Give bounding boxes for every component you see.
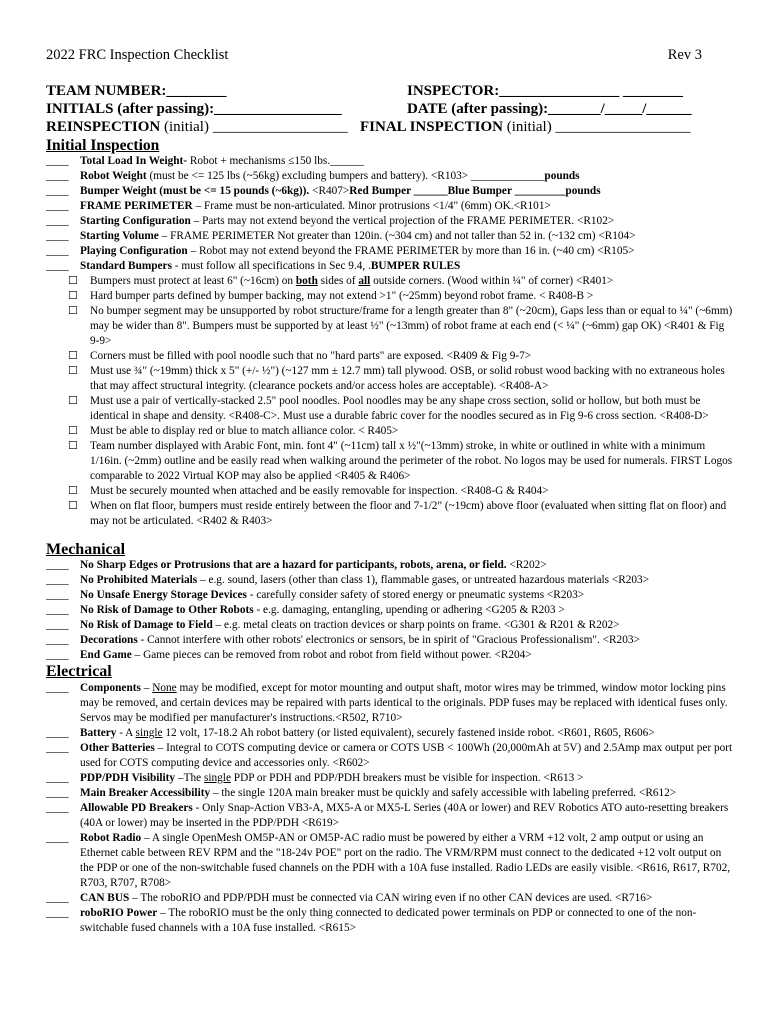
item-label: Starting Volume [80, 230, 159, 242]
item-label: Other Batteries [80, 742, 155, 754]
item-text [80, 618, 736, 633]
mechanical-list [46, 558, 736, 663]
initial-blank[interactable]: ____ [46, 559, 69, 571]
item-text [80, 891, 736, 906]
initial-item [46, 199, 736, 214]
item-description: - must follow all specifications in Sec 9.4, [171, 260, 369, 272]
electrical-item [46, 771, 736, 786]
reinspection-initial: (initial) __________________ [160, 119, 348, 135]
item-text [80, 558, 736, 573]
final-inspection-initial: (initial) __________________ [502, 119, 691, 135]
item-description: - e.g. damaging, entangling, upending or adhering <G205 & R203 > [253, 604, 565, 616]
item-label: End Game [80, 649, 132, 661]
item-text [80, 229, 736, 244]
rule-text: Corners must be filled with pool noodle such that no "hard parts" are exposed. <R409 & Fig 9-7> [90, 350, 532, 362]
bumper-rule-item [68, 364, 736, 394]
initial-blank[interactable]: ____ [46, 682, 69, 694]
electrical-item [46, 741, 736, 771]
rule-text: Must use a pair of vertically-stacked 2.5" pool noodles. Pool noodles may be any shape cross section, solid or hollow, but both must be identical in shape and density. <R408-C>. Must use a durable fabric cover for the noodles secured as in Fig 9-6 cross section. <R408-D> [90, 395, 709, 422]
bumper-rule-text [90, 439, 736, 484]
initial-blank[interactable]: ____ [46, 155, 69, 167]
bumper-rule-item [68, 349, 736, 364]
bumper-rule-text [90, 289, 736, 304]
bumper-rule-text [90, 424, 736, 439]
rule-text: Hard bumper parts defined by bumper backing, may not extend >1" (~25mm) beyond robot frame. < R408-B > [90, 290, 594, 302]
item-description: (must be <= 125 lbs (~56kg) excluding bumpers and battery). <R103> _____________ [146, 170, 545, 182]
item-description: PDP or PDH and PDP/PDH breakers must be visible for inspection. <R613 > [230, 772, 584, 784]
rule-emphasis: both [295, 275, 318, 287]
item-label: FRAME PERIMETER [80, 200, 193, 212]
initial-blank[interactable]: ____ [46, 832, 69, 844]
electrical-item [46, 801, 736, 831]
team-number-field[interactable]: TEAM NUMBER:________ [46, 83, 227, 99]
initial-blank[interactable]: ____ [46, 892, 69, 904]
item-label: pounds [544, 170, 580, 182]
item-text [80, 169, 736, 184]
item-text [80, 648, 736, 663]
item-text [80, 681, 736, 726]
final-inspection-field[interactable] [360, 119, 690, 136]
item-text [80, 573, 736, 588]
bumper-rule-text [90, 304, 736, 349]
item-label: PDP/PDH Visibility [80, 772, 176, 784]
item-text [80, 154, 736, 169]
initial-blank[interactable]: ____ [46, 230, 69, 242]
bumper-rule-text [90, 394, 736, 424]
mechanical-item [46, 573, 736, 588]
initial-inspection-list [46, 154, 736, 529]
mechanical-item [46, 633, 736, 648]
item-description: <R202> [506, 559, 547, 571]
item-description: - carefully consider safety of stored energy or pneumatic systems <R203> [246, 589, 585, 601]
item-label: No Prohibited Materials [80, 574, 198, 586]
initial-blank[interactable]: ____ [46, 907, 69, 919]
item-description: – the single 120A main breaker must be quickly and safely accessible with labeling preferred. <R612> [210, 787, 677, 799]
item-text [80, 588, 736, 603]
checkbox-icon[interactable]: ☐ [68, 500, 78, 512]
bumper-rule-item [68, 394, 736, 424]
item-label: Red Bumper ______Blue Bumper _________pounds [349, 185, 601, 197]
initial-blank[interactable]: ____ [46, 170, 69, 182]
mechanical-item [46, 588, 736, 603]
checkbox-icon[interactable]: ☐ [68, 365, 78, 377]
initial-blank[interactable]: ____ [46, 619, 69, 631]
item-text [80, 801, 736, 831]
revision-label: Rev 3 [667, 47, 702, 63]
item-description: – A single OpenMesh OM5P-AN or OM5P-AC radio must be powered by either a VRM +12 volt, 2 amp output or using an Ethernet cable between REV RPM and the "18-24v POE" port on the radio. The VRM/RPM must connect to the dedicated +12 volt output on the PDP or one of the non-switchable fused channels on the PDH with a 10A fuse installed. Radio LEDs are easily visible. <R616, R617, R702, R703, R707, R708> [80, 832, 731, 889]
checkbox-icon[interactable]: ☐ [68, 350, 78, 362]
item-description: – Frame must be non-articulated. Minor protrusions <1/4" (6mm) OK.<R101> [192, 200, 551, 212]
item-label: roboRIO Power [80, 907, 158, 919]
rule-emphasis: all [358, 275, 371, 287]
item-label: No Unsafe Energy Storage Devices [80, 589, 247, 601]
item-label: Bumper Weight (must be <= 15 pounds (~6kg)). [80, 185, 310, 197]
item-emphasis: single [135, 727, 163, 739]
item-description: – The roboRIO must be the only thing connected to dedicated power terminals on PDP or connected to one of the non-switchable fused channels with a 10A fuse installed. <R615> [80, 907, 697, 934]
rule-text: When on flat floor, bumpers must reside entirely between the floor and 7-1/2" (~19cm) above floor (evaluated when sitting flat on floor) and may not be articulated. <R402 & R403> [90, 500, 727, 527]
item-label: No Risk of Damage to Field [80, 619, 213, 631]
mechanical-item [46, 603, 736, 618]
item-label: Allowable PD Breakers [80, 802, 193, 814]
item-label: Robot Weight [80, 170, 147, 182]
bumper-rule-item [68, 499, 736, 529]
rule-text: Must be able to display red or blue to match alliance color. < R405> [90, 425, 399, 437]
item-description: – The roboRIO and PDP/PDH must be connected via CAN wiring even if no other CAN devices are used. <R716> [129, 892, 653, 904]
item-description: - A [116, 727, 136, 739]
rule-text: Must be securely mounted when attached and be easily removable for inspection. <R408-G & R404> [90, 485, 549, 497]
bumper-rule-text [90, 484, 736, 499]
electrical-item [46, 681, 736, 726]
item-text [80, 831, 736, 891]
mechanical-item [46, 618, 736, 633]
checkbox-icon[interactable]: ☐ [68, 305, 78, 317]
item-description: - Cannot interfere with other robots' electronics or sensors, be in spirit of "Gracious Professionalism". <R203> [137, 634, 640, 646]
item-description: – Parts may not extend beyond the vertical projection of the FRAME PERIMETER. <R102> [190, 215, 615, 227]
initial-blank[interactable]: ____ [46, 200, 69, 212]
item-description: – e.g. metal cleats on traction devices or sharp points on frame. <G301 & R201 & R202> [212, 619, 620, 631]
item-description: –The [175, 772, 204, 784]
initial-blank[interactable]: ____ [46, 649, 69, 661]
initial-item [46, 229, 736, 244]
bumper-rule-item [68, 304, 736, 349]
electrical-item [46, 726, 736, 741]
electrical-item [46, 831, 736, 891]
item-description: . [368, 260, 371, 272]
bumper-rule-text [90, 364, 736, 394]
item-description: <R407> [309, 185, 350, 197]
reinspection-label: REINSPECTION [46, 119, 161, 135]
item-text [80, 906, 736, 936]
checkbox-icon[interactable]: ☐ [68, 275, 78, 287]
item-description: - Only Snap-Action VB3-A, MX5-A or MX5-L Series (40A or lower) and REV Robotics ATO auto-resetting breakers (40A or lower) may be inserted in the PDP/PDH <R619> [80, 802, 729, 829]
checkbox-icon[interactable]: ☐ [68, 395, 78, 407]
rule-text: outside corners. (Wood within ¼" of corner) <R401> [370, 275, 614, 287]
item-description: – Integral to COTS computing device or camera or COTS USB < 100Wh (20,000mAh at 5V) and 2.5Amp max output per port used for COTS computing device and accessories only. <R602> [80, 742, 733, 769]
initial-item [46, 169, 736, 184]
item-description: – e.g. sound, lasers (other than class 1), flammable gases, or untreated hazardous materials <R203> [197, 574, 650, 586]
item-label: Total Load In Weight- [80, 155, 188, 167]
item-text [80, 184, 736, 199]
initial-blank[interactable]: ____ [46, 802, 69, 814]
item-text [80, 741, 736, 771]
item-label: Standard Bumpers [80, 260, 172, 272]
initial-blank[interactable]: ____ [46, 742, 69, 754]
item-label: Robot Radio [80, 832, 142, 844]
rule-text: Team number displayed with Arabic Font, min. font 4" (~11cm) tall x ½"(~13mm) stroke, in white or outlined in white with a minimum 1/16in. (~2mm) outline and be easily read when walking around the perimeter of the robot. No logos may be used for numerals. FIRST Logos comparable to 2022 Virtual KOP may also be applied <R405 & R406> [90, 440, 733, 482]
initial-item [46, 244, 736, 259]
bumper-rule-text [90, 499, 736, 529]
item-emphasis: single [203, 772, 231, 784]
item-text [80, 259, 736, 274]
reinspection-field[interactable] [46, 119, 348, 136]
initial-blank[interactable]: ____ [46, 215, 69, 227]
document-title: 2022 FRC Inspection Checklist [46, 47, 229, 63]
checkbox-icon[interactable]: ☐ [68, 425, 78, 437]
item-label: Main Breaker Accessibility [80, 787, 211, 799]
bumper-rule-item [68, 289, 736, 304]
item-description: – [140, 682, 153, 694]
bumper-rule-item [68, 484, 736, 499]
item-description: may be modified, except for motor mounting and output shaft, motor wires may be trimmed, window motor locking pins may be removed, and certain devices may be repaired with parts identical to the originals. PDP fuses may be replaced with identical fuses only. Servos may be modified per manufacturer's instructions.<R502, R710> [80, 682, 728, 724]
rule-text: sides of [317, 275, 359, 287]
section-heading-mechanical: Mechanical [46, 541, 126, 558]
checkbox-icon[interactable]: ☐ [68, 440, 78, 452]
bumper-rule-item [68, 274, 736, 289]
item-text [80, 771, 736, 786]
electrical-item [46, 891, 736, 906]
section-heading-electrical: Electrical [46, 663, 112, 680]
item-label: No Risk of Damage to Other Robots [80, 604, 254, 616]
bumper-rule-item [68, 424, 736, 439]
item-description: – Game pieces can be removed from robot and robot from field without power. <R204> [131, 649, 532, 661]
item-description: – FRAME PERIMETER Not greater than 120in. (~304 cm) and not taller than 52 in. (~132 cm) <R104> [158, 230, 636, 242]
final-inspection-label: FINAL INSPECTION [360, 119, 503, 135]
item-text [80, 244, 736, 259]
item-label: Playing Configuration [80, 245, 188, 257]
initial-item [46, 214, 736, 229]
item-description: Robot + mechanisms ≤150 lbs.______ [187, 155, 365, 167]
item-text [80, 199, 736, 214]
rule-text: Bumpers must protect at least 6" (~16cm) on [90, 275, 296, 287]
initial-blank[interactable]: ____ [46, 574, 69, 586]
item-text [80, 633, 736, 648]
electrical-list [46, 681, 736, 936]
electrical-item [46, 786, 736, 801]
item-text [80, 603, 736, 618]
section-heading-initial: Initial Inspection [46, 137, 160, 154]
item-text [80, 726, 736, 741]
item-emphasis: None [152, 682, 177, 694]
inspector-field[interactable]: INSPECTOR:________________ ________ [407, 83, 683, 99]
initial-item [46, 184, 736, 199]
item-label: Components [80, 682, 141, 694]
item-label: No Sharp Edges or Protrusions that are a hazard for participants, robots, arena, or field. [80, 559, 507, 571]
rule-text: Must use ¾" (~19mm) thick x 5" (+/- ½") (~127 mm ± 12.7 mm) tall plywood. OSB, or solid robust wood backing with no extraneous holes that may affect structural integrity. (clearance pockets and/or access holes are acceptable). <R408-A> [90, 365, 725, 392]
item-description: 12 volt, 17-18.2 Ah robot battery (or listed equivalent), securely fastened inside robot. <R601, R605, R606> [162, 727, 655, 739]
rule-text: No bumper segment may be unsupported by robot structure/frame for a length greater than 8" (~20cm), Gaps less than or equal to ¼" (~6mm) may be wider than 8". Bumpers must be supported by at least ½" (~13mm) of robot frame at each end (< ¼" (~6mm) gap OK) <R401 & Fig 9-9> [90, 305, 733, 347]
initial-item [46, 154, 736, 169]
item-label: Battery [80, 727, 117, 739]
item-text [80, 214, 736, 229]
initial-blank[interactable]: ____ [46, 589, 69, 601]
initials-field[interactable]: INITIALS (after passing):_________________ [46, 101, 342, 117]
initial-blank[interactable]: ____ [46, 245, 69, 257]
bumper-rule-text [90, 349, 736, 364]
checkbox-icon[interactable]: ☐ [68, 290, 78, 302]
item-label: CAN BUS [80, 892, 130, 904]
initial-blank[interactable]: ____ [46, 604, 69, 616]
initial-blank[interactable]: ____ [46, 634, 69, 646]
item-label: Starting Configuration [80, 215, 191, 227]
mechanical-item [46, 558, 736, 573]
bumper-rule-text [90, 274, 736, 289]
initial-blank[interactable]: ____ [46, 727, 69, 739]
item-description: – Robot may not extend beyond the FRAME PERIMETER by more than 16 in. (~40 cm) <R105> [187, 245, 635, 257]
initial-blank[interactable]: ____ [46, 772, 69, 784]
mechanical-item [46, 648, 736, 663]
item-text [80, 786, 736, 801]
item-label: Decorations [80, 634, 138, 646]
initial-blank[interactable]: ____ [46, 260, 69, 272]
date-field[interactable]: DATE (after passing):_______/_____/______ [407, 101, 692, 117]
electrical-item [46, 906, 736, 936]
initial-blank[interactable]: ____ [46, 787, 69, 799]
checkbox-icon[interactable]: ☐ [68, 485, 78, 497]
initial-blank[interactable]: ____ [46, 185, 69, 197]
initial-item [46, 259, 736, 274]
bumper-rule-item [68, 439, 736, 484]
item-label: BUMPER RULES [370, 260, 461, 272]
